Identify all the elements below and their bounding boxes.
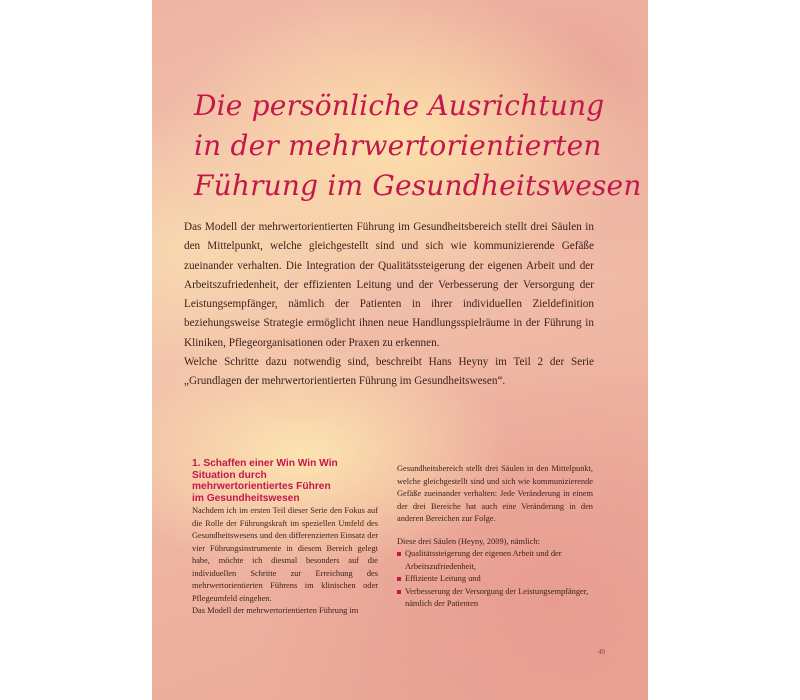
body-paragraph: Das Modell der mehrwertorientierten Führung im	[192, 606, 359, 615]
title-line: in der mehrwertorientierten	[194, 129, 602, 162]
section-heading-line: im Gesundheitswesen	[192, 492, 300, 504]
paragraph-spacer	[397, 526, 593, 536]
bullet-list	[397, 548, 593, 611]
page-number: 49	[598, 648, 605, 656]
section-heading-line: mehrwertorientiertes Führen	[192, 481, 331, 492]
article-title	[194, 86, 642, 206]
left-column	[192, 458, 378, 618]
intro-paragraph: Das Modell der mehrwertorientierten Führung im Gesundheitsbereich stellt drei Säulen in den Mittelpunkt, welche gleichgestellt sind und sich wie kommunizierende Gefäße zueinander verhalten. Die Integration der Qualitätssteigerung der eigenen Arbeit und der Arbeitszufriedenheit, der effizienten Leitung und der Verbesserung der Versorgung der Leistungsempfänger, nämlich der Patienten in ihrer individuellen Zieldefinition beziehungsweise Strategie ermöglicht ihnen neue Handlungsspielräume in der Führung in Kliniken, Pflegeorganisationen oder Praxen zu erkennen.	[184, 221, 594, 349]
bullet-item: Qualitätssteigerung der eigenen Arbeit und der Arbeitszufriedenheit,	[397, 548, 593, 573]
bullet-item: Effiziente Leitung und	[397, 573, 593, 586]
body-paragraph: Diese drei Säulen (Heyny, 2009), nämlich:	[397, 536, 540, 546]
body-paragraph: Gesundheitsbereich stellt drei Säulen in den Mittelpunkt, welche gleichgestellt sind und sich wie kommunizierende Gefäße zueinander verhalten: Jede Veränderung in einem der drei Bereiche hat auch eine Veränderung in den anderen Bereichen zur Folge.	[397, 464, 593, 523]
section-heading-line: Situation durch	[192, 469, 267, 481]
body-paragraph: Nachdem ich im ersten Teil dieser Serie den Fokus auf die Rolle der Führungskraft im speziellen Umfeld des Gesundheitswesens und den differenzierten Einsatz der vier Führungsinstrumente in diesem Bereich gelegt habe, möchte ich diesmal besonders auf die individuellen Schritte zur Erreichung des mehrwertorientierten Führens im klinischen oder Pflegeumfeld eingehen.	[192, 506, 378, 603]
intro-paragraph: Welche Schritte dazu notwendig sind, beschreibt Hans Heyny im Teil 2 der Serie „Grundlagen der mehrwertorientierten Führung im Gesundheitswesen“.	[184, 356, 594, 388]
intro-text	[184, 218, 594, 392]
bullet-item: Verbesserung der Versorgung der Leistungsempfänger, nämlich der Patienten	[397, 586, 593, 611]
section-heading	[192, 458, 378, 504]
section-heading-line: 1. Schaffen einer Win Win Win	[192, 458, 338, 469]
title-line: Führung im Gesundheitswesen	[194, 169, 642, 202]
right-column	[397, 463, 593, 611]
magazine-page	[152, 0, 648, 700]
title-line: Die persönliche Ausrichtung	[194, 89, 605, 122]
